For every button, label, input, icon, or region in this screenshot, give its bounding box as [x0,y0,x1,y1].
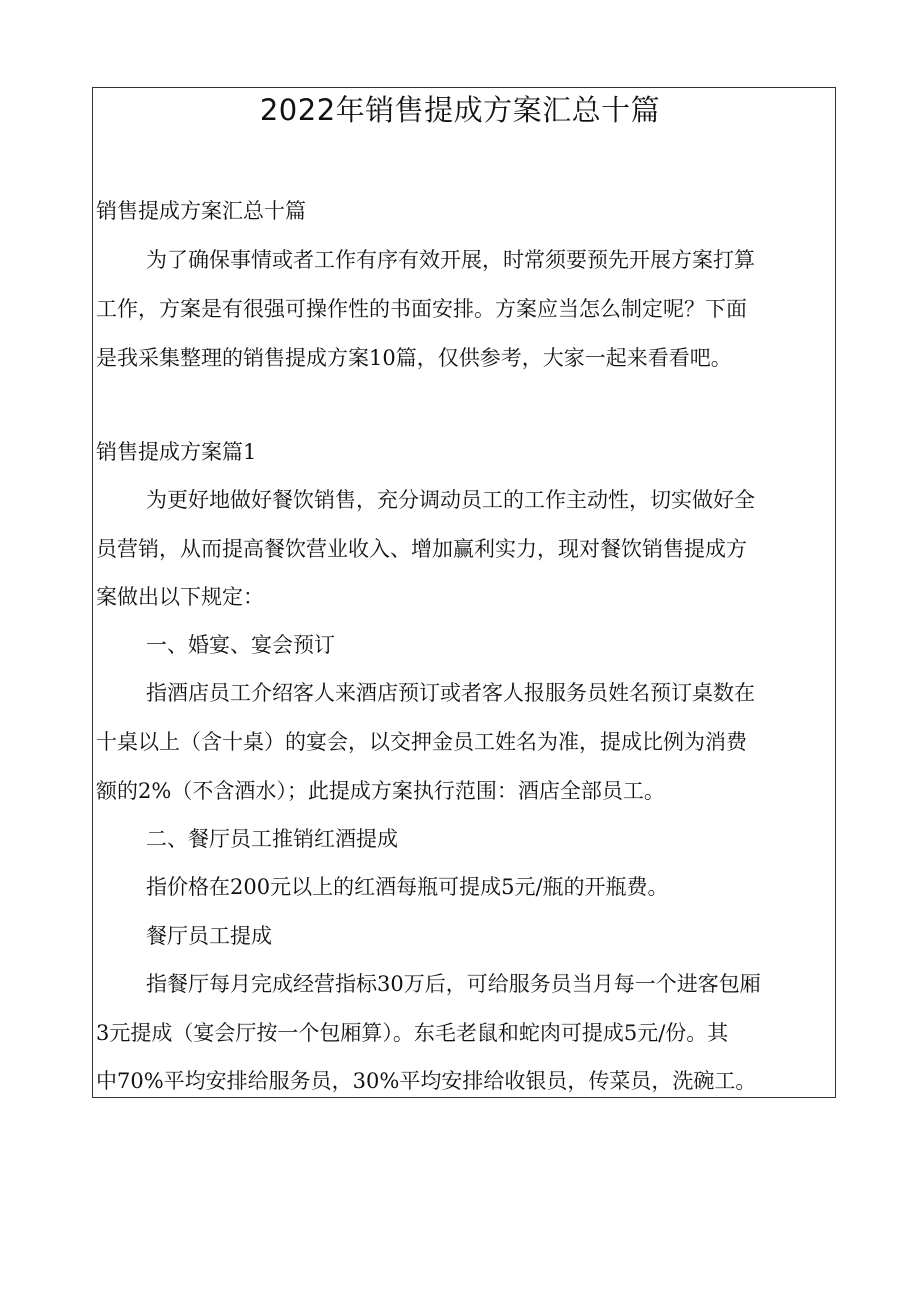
paragraph-line-1: 为更好地做好餐饮销售，充分调动员工的工作主动性，切实做好全 [146,488,755,512]
item1-line-1: 指酒店员工介绍客人来酒店预订或者客人报服务员姓名预订桌数在 [146,681,755,705]
item3-line-1: 指餐厅每月完成经营指标30万后，可给服务员当月每一个进客包厢 [146,972,761,996]
paragraph-line-2: 员营销，从而提高餐饮营业收入、增加赢利实力，现对餐饮销售提成方 [96,537,747,561]
paragraph-line-3: 案做出以下规定： [96,585,264,609]
item3-line-2: 3元提成（宴会厅按一个包厢算）。东毛老鼠和蛇肉可提成5元/份。其 [96,1021,729,1045]
item1-line-3: 额的2%（不含酒水）；此提成方案执行范围：酒店全部员工。 [96,779,665,803]
document-title: 2022年销售提成方案汇总十篇 [259,93,661,127]
item1-line-2: 十桌以上（含十桌）的宴会，以交押金员工姓名为准，提成比例为消费 [96,730,747,754]
intro-line-3: 是我采集整理的销售提成方案10篇，仅供参考，大家一起来看看吧。 [96,346,732,370]
document-heading: 销售提成方案汇总十篇 [96,199,306,223]
item2-title: 二、餐厅员工推销红酒提成 [146,827,398,851]
intro-line-1: 为了确保事情或者工作有序有效开展，时常须要预先开展方案打算 [146,248,755,272]
item1-title: 一、婚宴、宴会预订 [146,633,335,657]
item3-title: 餐厅员工提成 [146,924,272,948]
section-heading: 销售提成方案篇1 [96,440,257,464]
item2-text: 指价格在200元以上的红酒每瓶可提成5元/瓶的开瓶费。 [146,875,669,899]
intro-line-2: 工作，方案是有很强可操作性的书面安排。方案应当怎么制定呢？下面 [96,297,747,321]
item3-line-3: 中70%平均安排给服务员，30%平均安排给收银员，传菜员，洗碗工。 [96,1069,757,1093]
